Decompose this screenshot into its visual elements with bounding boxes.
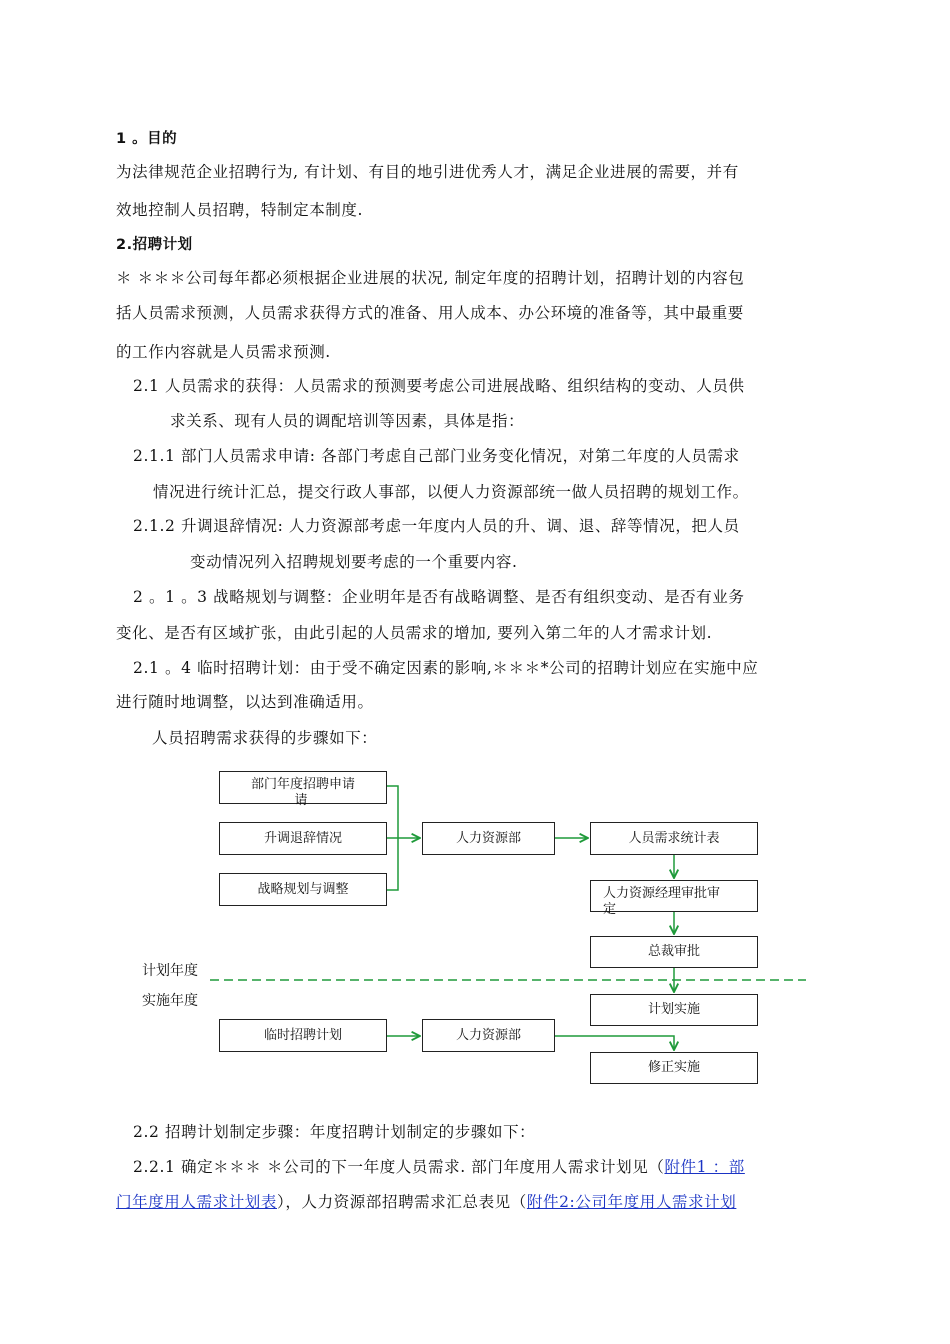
item-2-1-2-line: 变动情况列入招聘规划要考虑的一个重要内容.: [190, 553, 518, 571]
item-2-2-1-text: 2.2.1 确定＊＊＊ ＊公司的下一年度人员需求. 部门年度用人需求计划见（: [133, 1158, 665, 1176]
item-2-1-line: 2.1 人员需求的获得：人员需求的预测要考虑公司进展战略、组织结构的变动、人员供: [133, 377, 745, 395]
box-plan-exec: 计划实施: [590, 994, 758, 1026]
label-exec-year: 实施年度: [142, 993, 198, 1009]
item-2-2-line: 2.2 招聘计划制定步骤：年度招聘计划制定的步骤如下：: [133, 1123, 536, 1141]
label-plan-year: 计划年度: [142, 963, 198, 979]
attachment-1-link[interactable]: 附件1 ：部: [664, 1158, 745, 1176]
box-dept-request-overflow: 请: [294, 793, 308, 808]
paragraph-line: 效地控制人员招聘，特制定本制度.: [116, 201, 364, 219]
item-2-1-1-line: 2.1.1 部门人员需求申请: 各部门考虑自己部门业务变化情况，对第二年度的人员需求: [133, 447, 740, 465]
attachment-2-link[interactable]: 附件2:公司年度用人需求计划: [526, 1193, 737, 1211]
box-hr-manager-label: 人力资源经理审批审: [603, 886, 721, 901]
section-2-heading: 2.招聘计划: [116, 237, 193, 253]
box-hr-dept-2: 人力资源部: [422, 1019, 555, 1052]
box-dept-request: [219, 771, 387, 808]
paragraph-line: ＊ ＊＊＊公司每年都必须根据企业进展的状况, 制定年度的招聘计划，招聘计划的内容包: [116, 269, 745, 287]
paragraph-line: 的工作内容就是人员需求预测.: [116, 343, 331, 361]
section-1-heading: 1 。目的: [116, 131, 178, 147]
box-temp-plan: 临时招聘计划: [219, 1019, 387, 1052]
item-2-1-4-line: 进行随时地调整，以达到准确适用。: [116, 693, 374, 711]
item-2-1-2-line: 2.1.2 升调退辞情况: 人力资源部考虑一年度内人员的升、调、退、辞等情况，把人员: [133, 517, 740, 535]
box-strategy: 战略规划与调整: [219, 873, 387, 906]
attachment-1-link-cont[interactable]: 门年度用人需求计划表: [116, 1193, 278, 1211]
item-2-1-1-line: 情况进行统计汇总，提交行政人事部，以便人力资源部统一做人员招聘的规划工作。: [153, 483, 749, 501]
arrow-hr-to-revise: [555, 1036, 674, 1050]
box-promotion: 升调退辞情况: [219, 822, 387, 855]
box-demand-table: 人员需求统计表: [590, 822, 758, 855]
box-hr-manager-overflow: 定: [603, 902, 617, 917]
flow-intro: 人员招聘需求获得的步骤如下：: [152, 729, 378, 747]
item-2-1-4-line: 2.1 。4 临时招聘计划：由于受不确定因素的影响,＊＊＊*公司的招聘计划应在实施中应: [133, 659, 759, 677]
box-revise: 修正实施: [590, 1052, 758, 1084]
box-hr-manager: [590, 880, 758, 917]
item-2-2-1-text: ），人力资源部招聘需求汇总表见（: [277, 1193, 527, 1211]
item-2-1-3-line: 变化、是否有区域扩张，由此引起的人员需求的增加, 要列入第二年的人才需求计划.: [116, 624, 713, 642]
box-hr-dept: 人力资源部: [422, 822, 555, 855]
paragraph-line: 括人员需求预测，人员需求获得方式的准备、用人成本、办公环境的准备等，其中最重要: [116, 304, 744, 322]
item-2-1-line: 求关系、现有人员的调配培训等因素，具体是指：: [170, 412, 525, 430]
item-2-1-3-line: 2 。1 。3 战略规划与调整：企业明年是否有战略调整、是否有组织变动、是否有业务: [133, 588, 745, 606]
paragraph-line: 为法律规范企业招聘行为, 有计划、有目的地引进优秀人才，满足企业进展的需要，并有: [116, 163, 739, 181]
item-2-2-1-line: [133, 1155, 745, 1177]
item-2-2-1-line: [116, 1190, 736, 1212]
box-ceo: 总裁审批: [590, 936, 758, 968]
box-dept-request-label: 部门年度招聘申请: [250, 777, 355, 792]
